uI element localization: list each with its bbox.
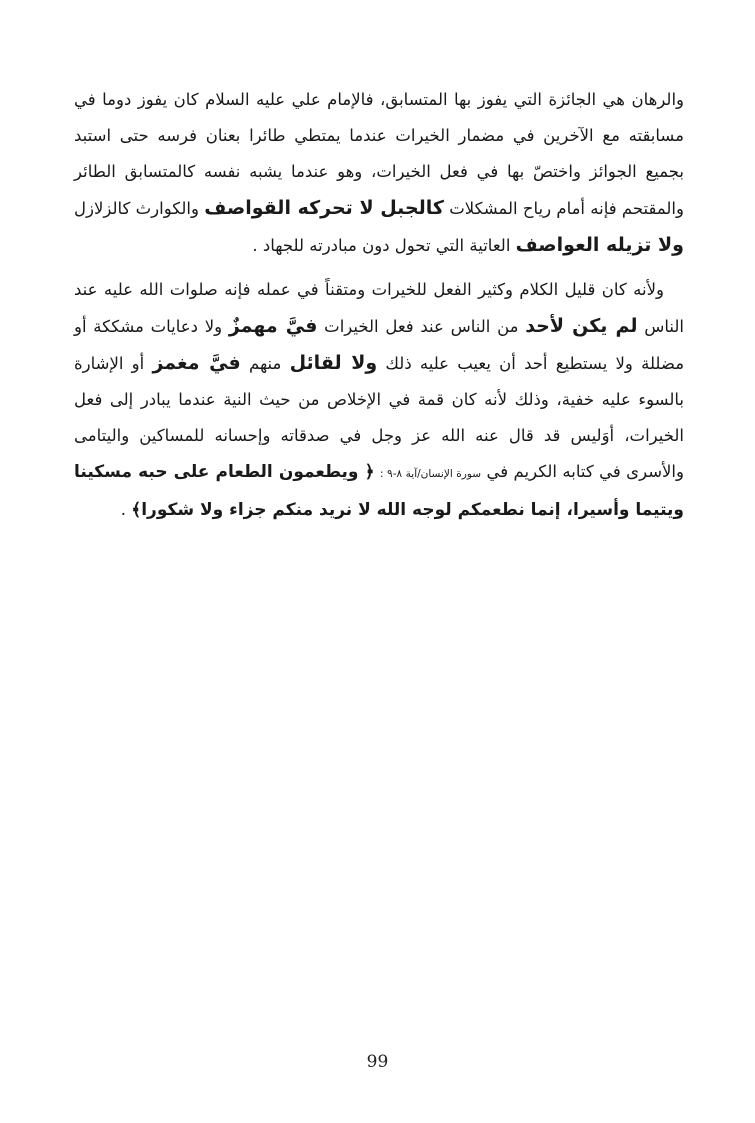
paragraph-2-text-4: منهم	[248, 354, 282, 373]
page-number: 99	[366, 1052, 389, 1072]
body-text	[74, 82, 684, 528]
paragraph-2-bold-2: فيَّ مهمزٌ	[228, 315, 318, 337]
quran-reference: سورة الإنسان/آية ٨-٩ :	[379, 468, 482, 480]
paragraph-2-bold-4: فيَّ مغمز	[152, 352, 241, 374]
paragraph-2-end: .	[120, 500, 126, 519]
paragraph-1	[74, 82, 684, 264]
paragraph-2-bold-1: لم يكن لأحد	[525, 315, 638, 337]
paragraph-1-bold-2: ولا تزيله العواصف	[515, 234, 684, 256]
paragraph-1-bold-1: كالجبل لا تحركه القواصف	[204, 197, 444, 219]
paragraph-2-text-5: أو الإشارة بالسوء عليه خفية، وذلك لأنه كان قمة في الإخلاص من حيث النية عندما يبادر إلى فعل الخيرات، أوَليس قد قال عنه الله عز وجل في صدقاته وإحسانه للمساكين واليتامى والأسرى في كتابه الكريم في	[74, 354, 684, 481]
paragraph-1-text-3: العاتية التي تحول دون مبادرته للجهاد .	[252, 236, 511, 255]
paragraph-1-text-1: والرهان هي الجائزة التي يفوز بها المتسابق، فالإمام علي عليه السلام كان يفوز دوما في مسابقته مع الآخرين في مضمار الخيرات عندما يمتطي طائرا بعنان فرسه حتى استبد بجميع الجوائز واختصّ بها في فعل الخيرات، وهو عندما يشبه نفسه كالمتسابق الطائر والمقتحم فإنه أمام رياح المشكلات	[74, 90, 684, 218]
paragraph-2-text-3: ولا دعايات مشككة أو مضللة ولا يستطيع أحد أن يعيب عليه ذلك	[74, 317, 685, 373]
paragraph-2-text-1: ولأنه كان قليل الكلام وكثير الفعل للخيرات ومتقناً في عمله فإنه صلوات الله عليه عند الناس	[74, 280, 684, 336]
paragraph-2-bold-3: ولا لقائل	[289, 352, 378, 374]
quran-verse: ﴿ ويطعمون الطعام على حبه مسكينا ويتيما وأسيرا، إنما نطعمكم لوجه الله لا نريد منكم جزاء ولا شكورا﴾	[74, 462, 684, 520]
paragraph-2	[74, 272, 684, 528]
paragraph-1-text-2: والكوارث كالزلازل	[74, 199, 199, 218]
paragraph-2-text-2: من الناس عند فعل الخيرات	[324, 317, 519, 336]
